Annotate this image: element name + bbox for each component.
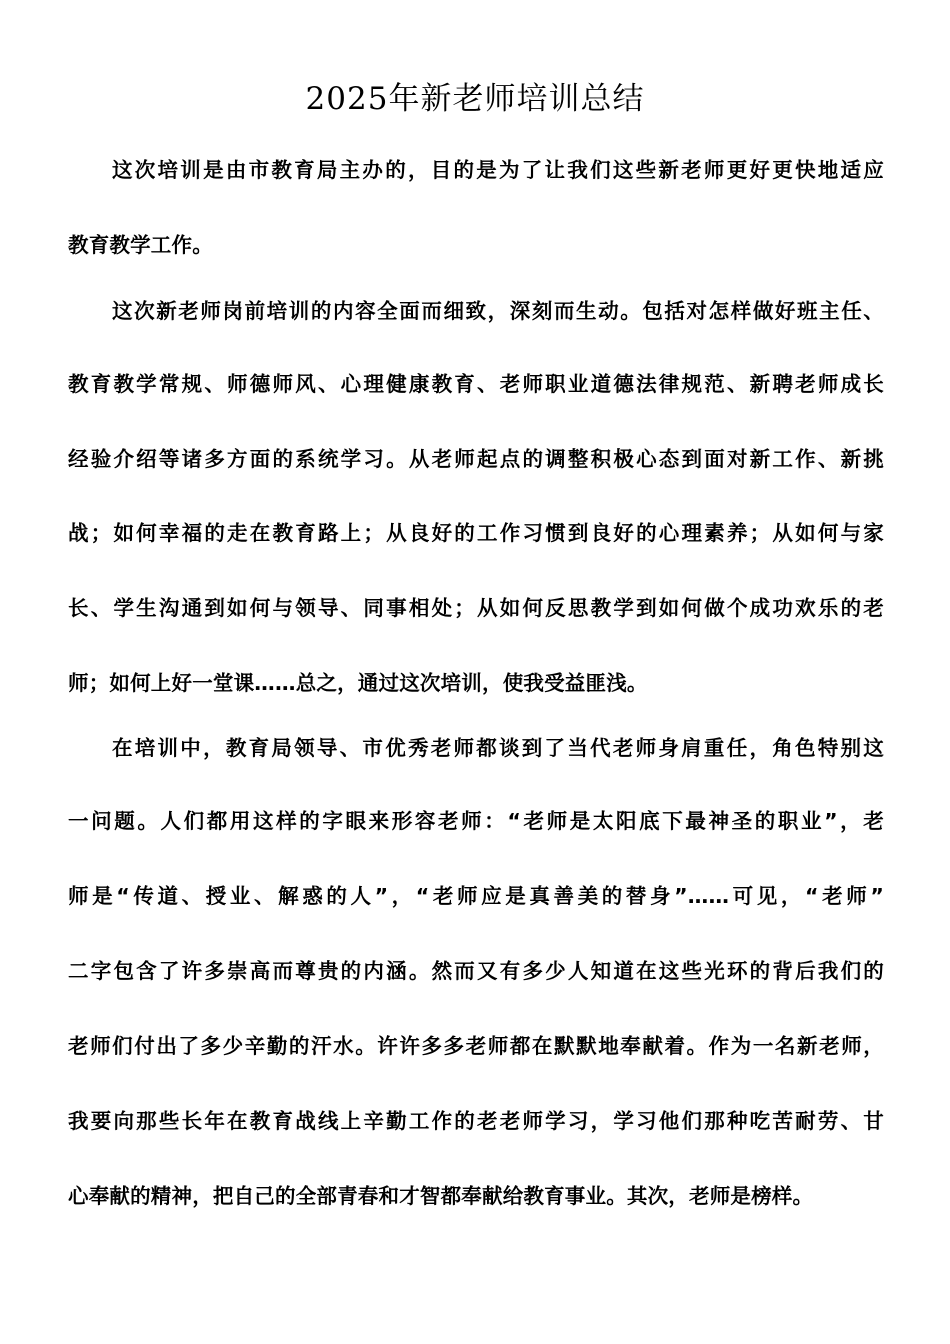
- paragraph-3-line-3: 师是“传道、授业、解惑的人”，“老师应是真善美的替身”……可见，“老师”: [68, 884, 884, 908]
- document-title: 2025年新老师培训总结: [305, 81, 645, 117]
- paragraph-2-line-1: 这次新老师岗前培训的内容全面而细致，深刻而生动。包括对怎样做好班主任、: [112, 299, 884, 323]
- paragraph-2-line-6: 师；如何上好一堂课……总之，通过这次培训，使我受益匪浅。: [68, 671, 648, 695]
- paragraph-2-line-3: 经验介绍等诸多方面的系统学习。从老师起点的调整积极心态到面对新工作、新挑: [68, 447, 884, 471]
- paragraph-2-line-4: 战；如何幸福的走在教育路上；从良好的工作习惯到良好的心理素养；从如何与家: [68, 521, 884, 545]
- paragraph-2-line-5: 长、学生沟通到如何与领导、同事相处；从如何反思教学到如何做个成功欢乐的老: [68, 596, 884, 620]
- paragraph-1-line-2: 教育教学工作。: [68, 233, 213, 257]
- paragraph-2-line-2: 教育教学常规、师德师风、心理健康教育、老师职业道德法律规范、新聘老师成长: [68, 372, 884, 396]
- paragraph-1-line-1: 这次培训是由市教育局主办的，目的是为了让我们这些新老师更好更快地适应: [112, 158, 884, 182]
- paragraph-3-line-4: 二字包含了许多崇高而尊贵的内涵。然而又有多少人知道在这些光环的背后我们的: [68, 959, 884, 983]
- paragraph-3-line-6: 我要向那些长年在教育战线上辛勤工作的老老师学习，学习他们那种吃苦耐劳、甘: [68, 1109, 884, 1133]
- paragraph-3-line-1: 在培训中，教育局领导、市优秀老师都谈到了当代老师身肩重任，角色特别这: [112, 736, 884, 760]
- paragraph-3-line-7: 心奉献的精神，把自己的全部青春和才智都奉献给教育事业。其次，老师是榜样。: [68, 1184, 814, 1208]
- paragraph-3-line-5: 老师们付出了多少辛勤的汗水。许许多多老师都在默默地奉献着。作为一名新老师，: [68, 1034, 884, 1058]
- paragraph-3-line-2: 一问题。人们都用这样的字眼来形容老师：“老师是太阳底下最神圣的职业”，老: [68, 809, 884, 833]
